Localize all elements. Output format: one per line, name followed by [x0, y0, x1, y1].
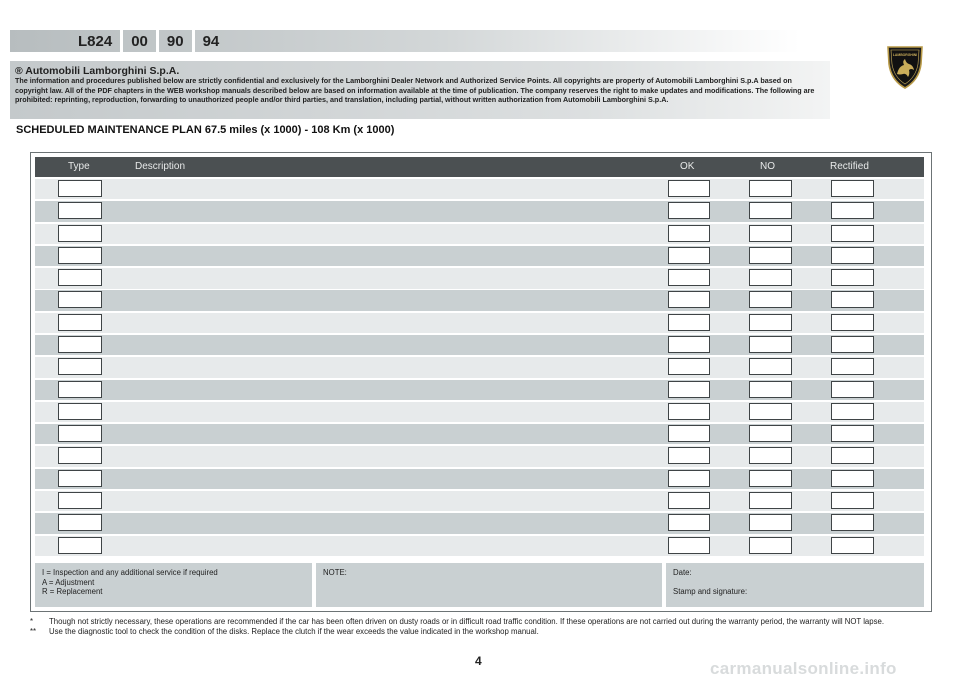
ok-checkbox[interactable]: [668, 291, 710, 308]
legend-box: [35, 563, 312, 607]
table-row: [35, 268, 924, 288]
rectified-checkbox[interactable]: [831, 247, 874, 264]
no-checkbox[interactable]: [749, 447, 792, 464]
no-checkbox[interactable]: [749, 403, 792, 420]
ok-checkbox[interactable]: [668, 425, 710, 442]
ok-checkbox[interactable]: [668, 202, 710, 219]
footnote-text: Though not strictly necessary, these operations are recommended if the car has been often driven on dusty roads or in difficult road traffic condition. If these operations are not carried out during the warranty period, the warranty will NOT lapse.: [49, 617, 885, 626]
rectified-checkbox[interactable]: [831, 358, 874, 375]
copyright-text: The information and procedures published below are strictly confidential and exclusively for the Lamborghini Dealer Network and Authorized Service Points. All copyrights are property of Automobili Lamborghini S.p.A based on copyright law. All of the PDF chapters in the WEB workshop manuals described below are based on information available at the time of publication. The company reserves the right to make updates and modifications. The following are prohibited: reprinting, reproduction, forwarding to unauthorized people and/or third parties, and translation, including partial, without written authorization from Automobili Lamborghini S.p.A.: [15, 76, 815, 105]
column-header-no: NO: [760, 161, 775, 172]
lamborghini-shield-logo: [886, 44, 924, 90]
type-cell[interactable]: [58, 381, 102, 398]
type-cell[interactable]: [58, 447, 102, 464]
no-checkbox[interactable]: [749, 537, 792, 554]
type-cell[interactable]: [58, 225, 102, 242]
type-cell[interactable]: [58, 202, 102, 219]
type-cell[interactable]: [58, 358, 102, 375]
type-cell[interactable]: [58, 492, 102, 509]
no-checkbox[interactable]: [749, 336, 792, 353]
table-row: [35, 446, 924, 466]
table-body: [35, 179, 924, 558]
ok-checkbox[interactable]: [668, 403, 710, 420]
rectified-checkbox[interactable]: [831, 291, 874, 308]
rectified-checkbox[interactable]: [831, 514, 874, 531]
rectified-checkbox[interactable]: [831, 202, 874, 219]
ok-checkbox[interactable]: [668, 447, 710, 464]
rectified-checkbox[interactable]: [831, 180, 874, 197]
table-row: [35, 290, 924, 310]
ok-checkbox[interactable]: [668, 537, 710, 554]
no-checkbox[interactable]: [749, 202, 792, 219]
table-row: [35, 224, 924, 244]
column-header-rectified: Rectified: [830, 161, 869, 172]
rectified-checkbox[interactable]: [831, 403, 874, 420]
no-checkbox[interactable]: [749, 514, 792, 531]
ok-checkbox[interactable]: [668, 314, 710, 331]
rectified-checkbox[interactable]: [831, 225, 874, 242]
ok-checkbox[interactable]: [668, 470, 710, 487]
code-model: L824: [78, 32, 113, 50]
table-header: [35, 157, 924, 177]
footnote-mark: **: [30, 627, 37, 637]
type-cell[interactable]: [58, 470, 102, 487]
rectified-checkbox[interactable]: [831, 447, 874, 464]
footnote-text: Use the diagnostic tool to check the condition of the disks. Replace the clutch if the wear exceeds the value indicated in the workshop manual.: [49, 627, 539, 637]
code-section: 90: [166, 32, 184, 50]
watermark: carmanualsonline.info: [710, 659, 897, 678]
type-cell[interactable]: [58, 180, 102, 197]
type-cell[interactable]: [58, 403, 102, 420]
no-checkbox[interactable]: [749, 180, 792, 197]
type-cell[interactable]: [58, 247, 102, 264]
table-row: [35, 491, 924, 511]
svg-text:LAMBORGHINI: LAMBORGHINI: [892, 53, 918, 57]
footnote-2: [30, 627, 945, 637]
ok-checkbox[interactable]: [668, 381, 710, 398]
legend-inspection: I = Inspection and any additional service if required: [42, 568, 218, 577]
no-checkbox[interactable]: [749, 425, 792, 442]
column-header-description: Description: [135, 161, 186, 172]
legend-adjustment: A = Adjustment: [42, 577, 95, 587]
footnote-1: [30, 617, 945, 627]
ok-checkbox[interactable]: [668, 180, 710, 197]
rectified-checkbox[interactable]: [831, 381, 874, 398]
rectified-checkbox[interactable]: [831, 470, 874, 487]
rectified-checkbox[interactable]: [831, 336, 874, 353]
no-checkbox[interactable]: [749, 269, 792, 286]
table-row: [35, 179, 924, 199]
footnote-mark: *: [30, 617, 34, 626]
no-checkbox[interactable]: [749, 291, 792, 308]
table-row: [35, 380, 924, 400]
no-checkbox[interactable]: [749, 381, 792, 398]
rectified-checkbox[interactable]: [831, 537, 874, 554]
date-stamp-box[interactable]: [666, 563, 924, 607]
rectified-checkbox[interactable]: [831, 425, 874, 442]
no-checkbox[interactable]: [749, 314, 792, 331]
ok-checkbox[interactable]: [668, 225, 710, 242]
ok-checkbox[interactable]: [668, 269, 710, 286]
document-code-group: [70, 30, 227, 52]
plan-title: SCHEDULED MAINTENANCE PLAN 67.5 miles (x 1000) - 108 Km (x 1000): [16, 124, 395, 136]
table-row: [35, 313, 924, 333]
copyright-title: ® Automobili Lamborghini S.p.A.: [15, 65, 180, 77]
footnotes: [30, 617, 945, 638]
table-row: [35, 335, 924, 355]
rectified-checkbox[interactable]: [831, 314, 874, 331]
type-cell[interactable]: [58, 291, 102, 308]
type-cell[interactable]: [58, 537, 102, 554]
date-label: Date:: [673, 568, 692, 577]
type-cell[interactable]: [58, 425, 102, 442]
stamp-signature-label: Stamp and signature:: [673, 587, 748, 597]
note-label: NOTE:: [323, 568, 347, 577]
table-row: [35, 201, 924, 221]
ok-checkbox[interactable]: [668, 358, 710, 375]
no-checkbox[interactable]: [749, 470, 792, 487]
code-page: 94: [202, 32, 220, 50]
no-checkbox[interactable]: [749, 358, 792, 375]
ok-checkbox[interactable]: [668, 492, 710, 509]
rectified-checkbox[interactable]: [831, 492, 874, 509]
table-row: [35, 246, 924, 266]
table-row: [35, 357, 924, 377]
no-checkbox[interactable]: [749, 225, 792, 242]
table-row: [35, 424, 924, 444]
note-box[interactable]: [316, 563, 662, 607]
no-checkbox[interactable]: [749, 492, 792, 509]
page-number: 4: [475, 654, 482, 668]
type-cell[interactable]: [58, 514, 102, 531]
ok-checkbox[interactable]: [668, 336, 710, 353]
legend-replacement: R = Replacement: [42, 587, 103, 597]
table-row: [35, 513, 924, 533]
table-row: [35, 402, 924, 422]
column-header-type: Type: [68, 161, 90, 172]
ok-checkbox[interactable]: [668, 514, 710, 531]
type-cell[interactable]: [58, 336, 102, 353]
type-cell[interactable]: [58, 314, 102, 331]
column-header-ok: OK: [680, 161, 695, 172]
code-group: 00: [131, 32, 148, 50]
rectified-checkbox[interactable]: [831, 269, 874, 286]
ok-checkbox[interactable]: [668, 247, 710, 264]
table-row: [35, 469, 924, 489]
table-row: [35, 536, 924, 556]
type-cell[interactable]: [58, 269, 102, 286]
no-checkbox[interactable]: [749, 247, 792, 264]
